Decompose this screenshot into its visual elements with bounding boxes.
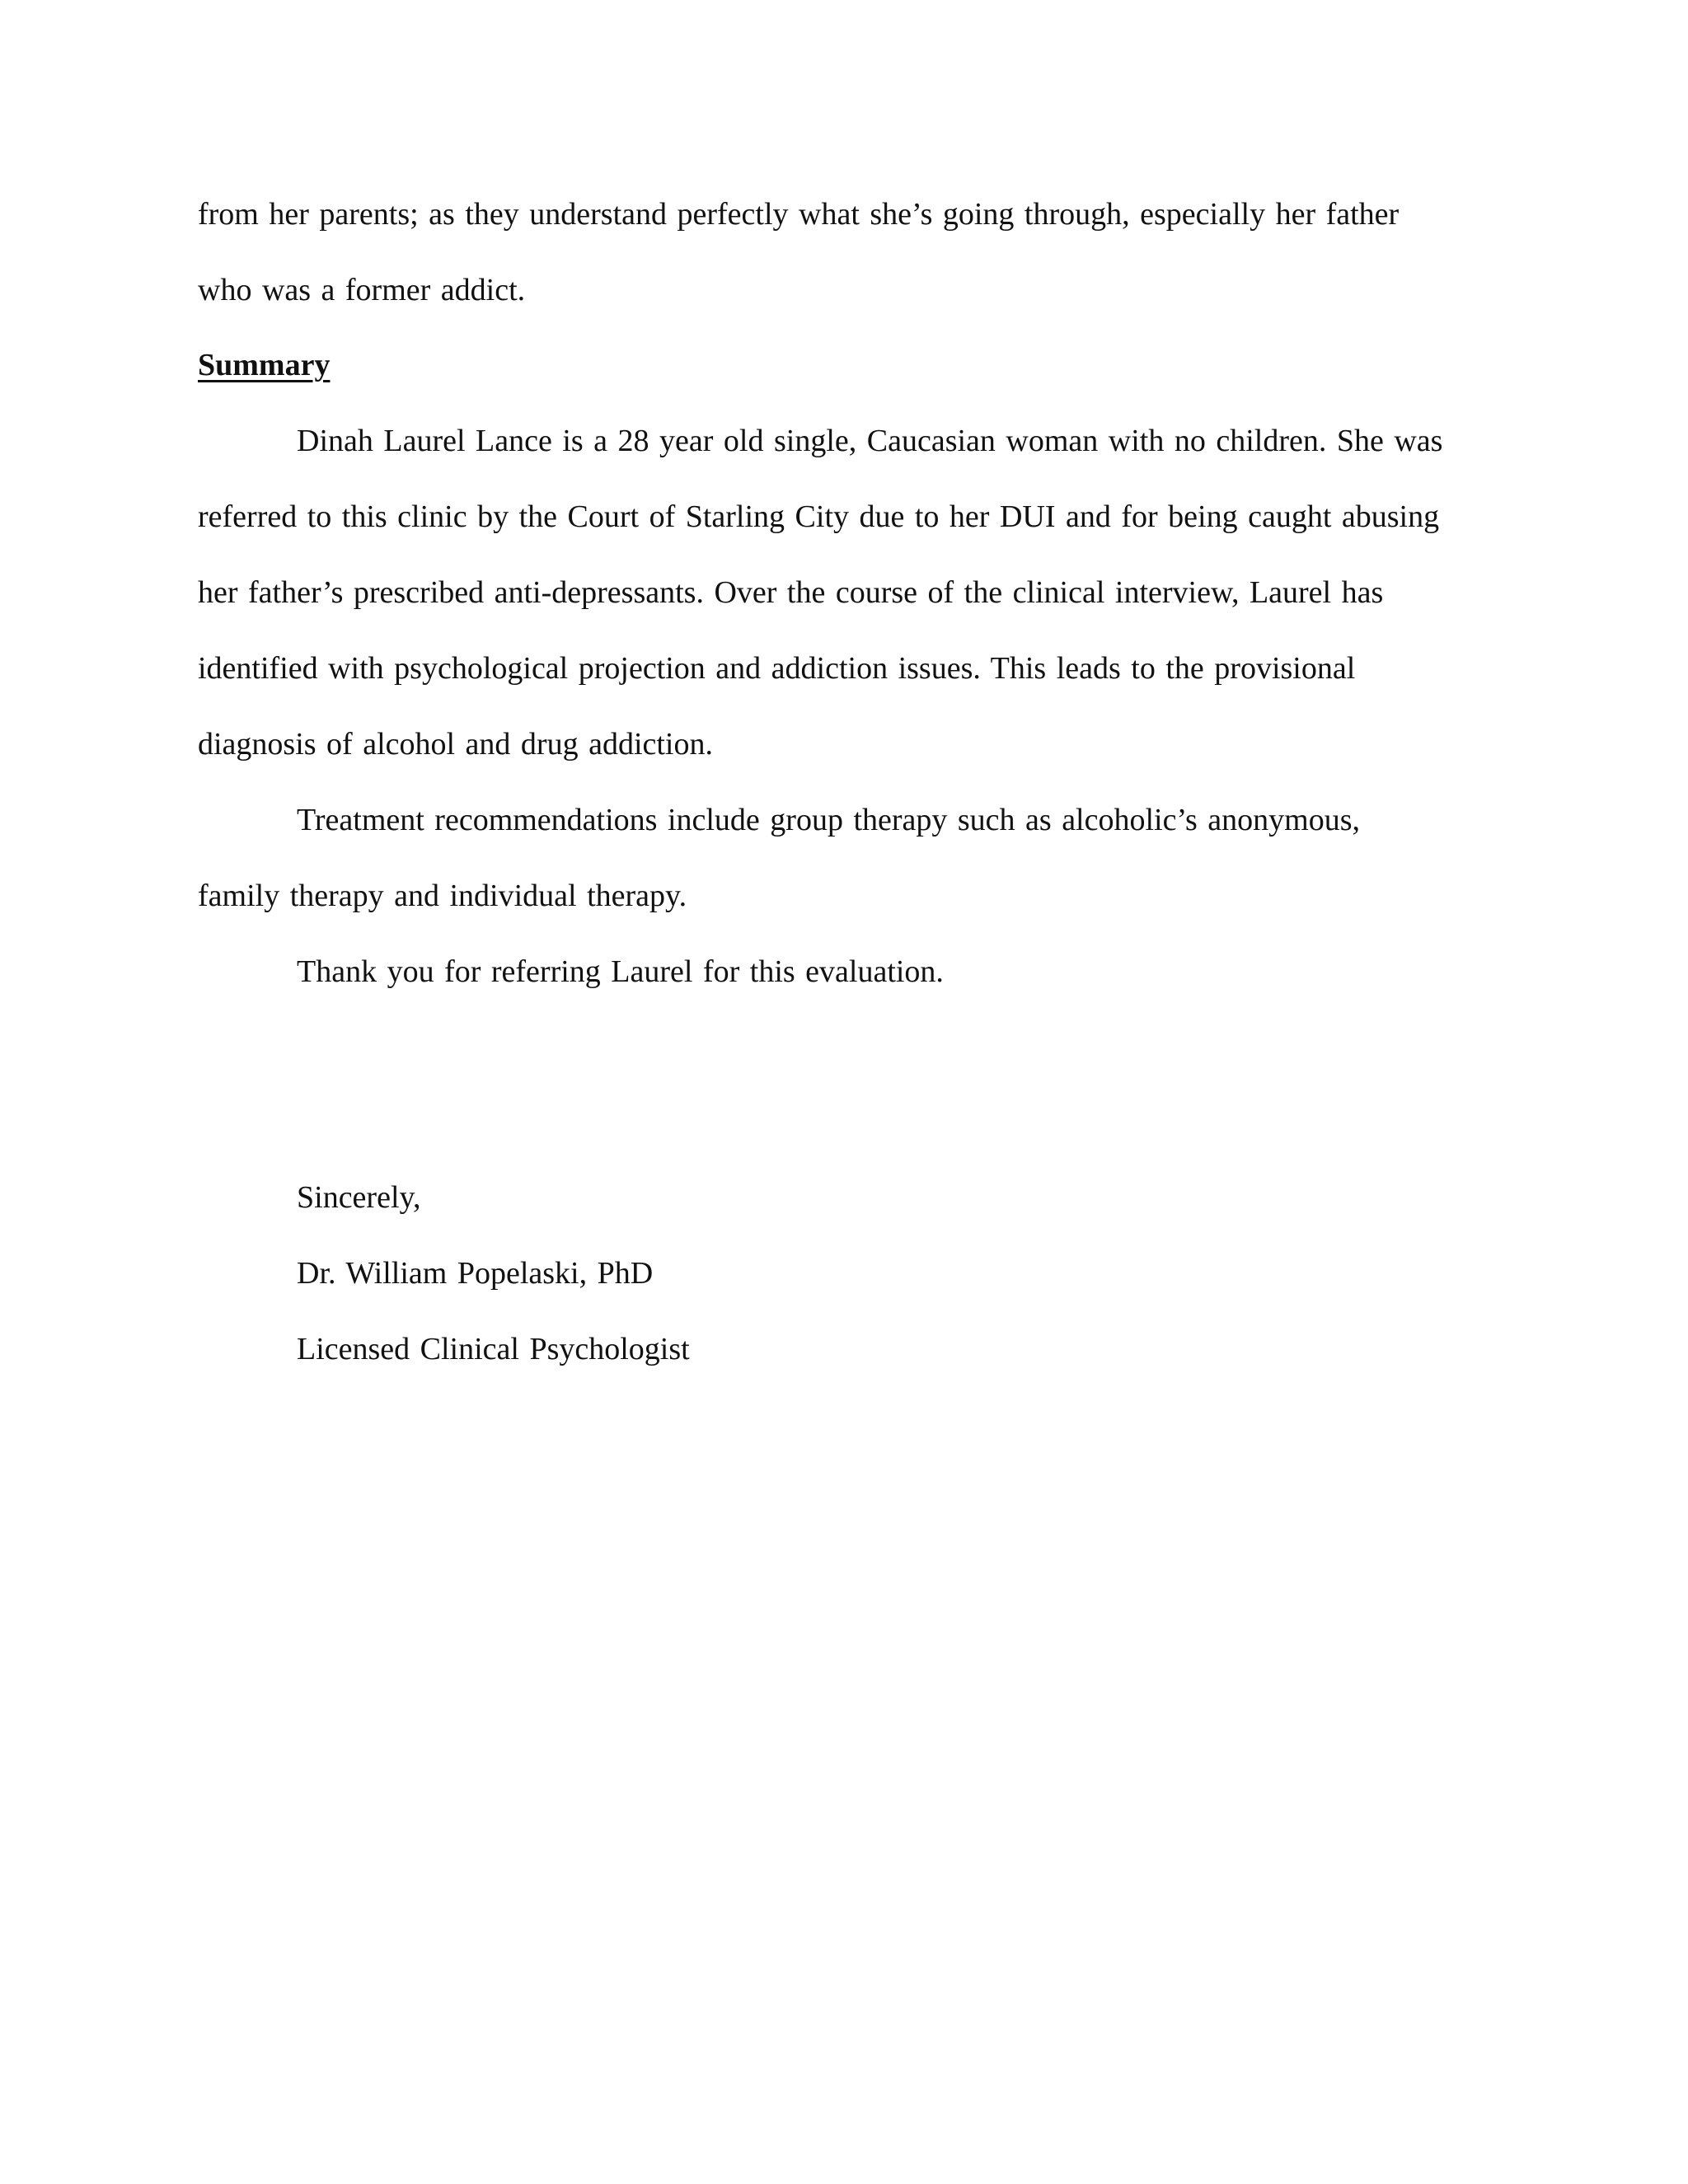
summary-paragraph-line: identified with psychological projection and addiction issues. This leads to the provisional <box>198 651 1356 686</box>
treatment-paragraph-line: Treatment recommendations include group therapy such as alcoholic’s anonymous, <box>297 803 1361 837</box>
signature-title: Licensed Clinical Psychologist <box>297 1332 690 1366</box>
summary-paragraph-line: referred to this clinic by the Court of Starling City due to her DUI and for being caught abusing <box>198 499 1440 534</box>
signature-closing: Sincerely, <box>297 1180 421 1215</box>
signature-name: Dr. William Popelaski, PhD <box>297 1256 654 1291</box>
summary-paragraph-line: her father’s prescribed anti-depressants. Over the course of the clinical interview, Laurel has <box>198 575 1384 610</box>
thanks-line: Thank you for referring Laurel for this evaluation. <box>297 954 944 989</box>
summary-heading: Summary <box>198 348 331 382</box>
treatment-paragraph-line: family therapy and individual therapy. <box>198 879 687 913</box>
continuation-line: who was a former addict. <box>198 273 526 307</box>
continuation-line: from her parents; as they understand perfectly what she’s going through, especially her father <box>198 197 1400 232</box>
summary-paragraph-line: Dinah Laurel Lance is a 28 year old single, Caucasian woman with no children. She was <box>297 424 1443 458</box>
summary-paragraph-line: diagnosis of alcohol and drug addiction. <box>198 727 713 762</box>
